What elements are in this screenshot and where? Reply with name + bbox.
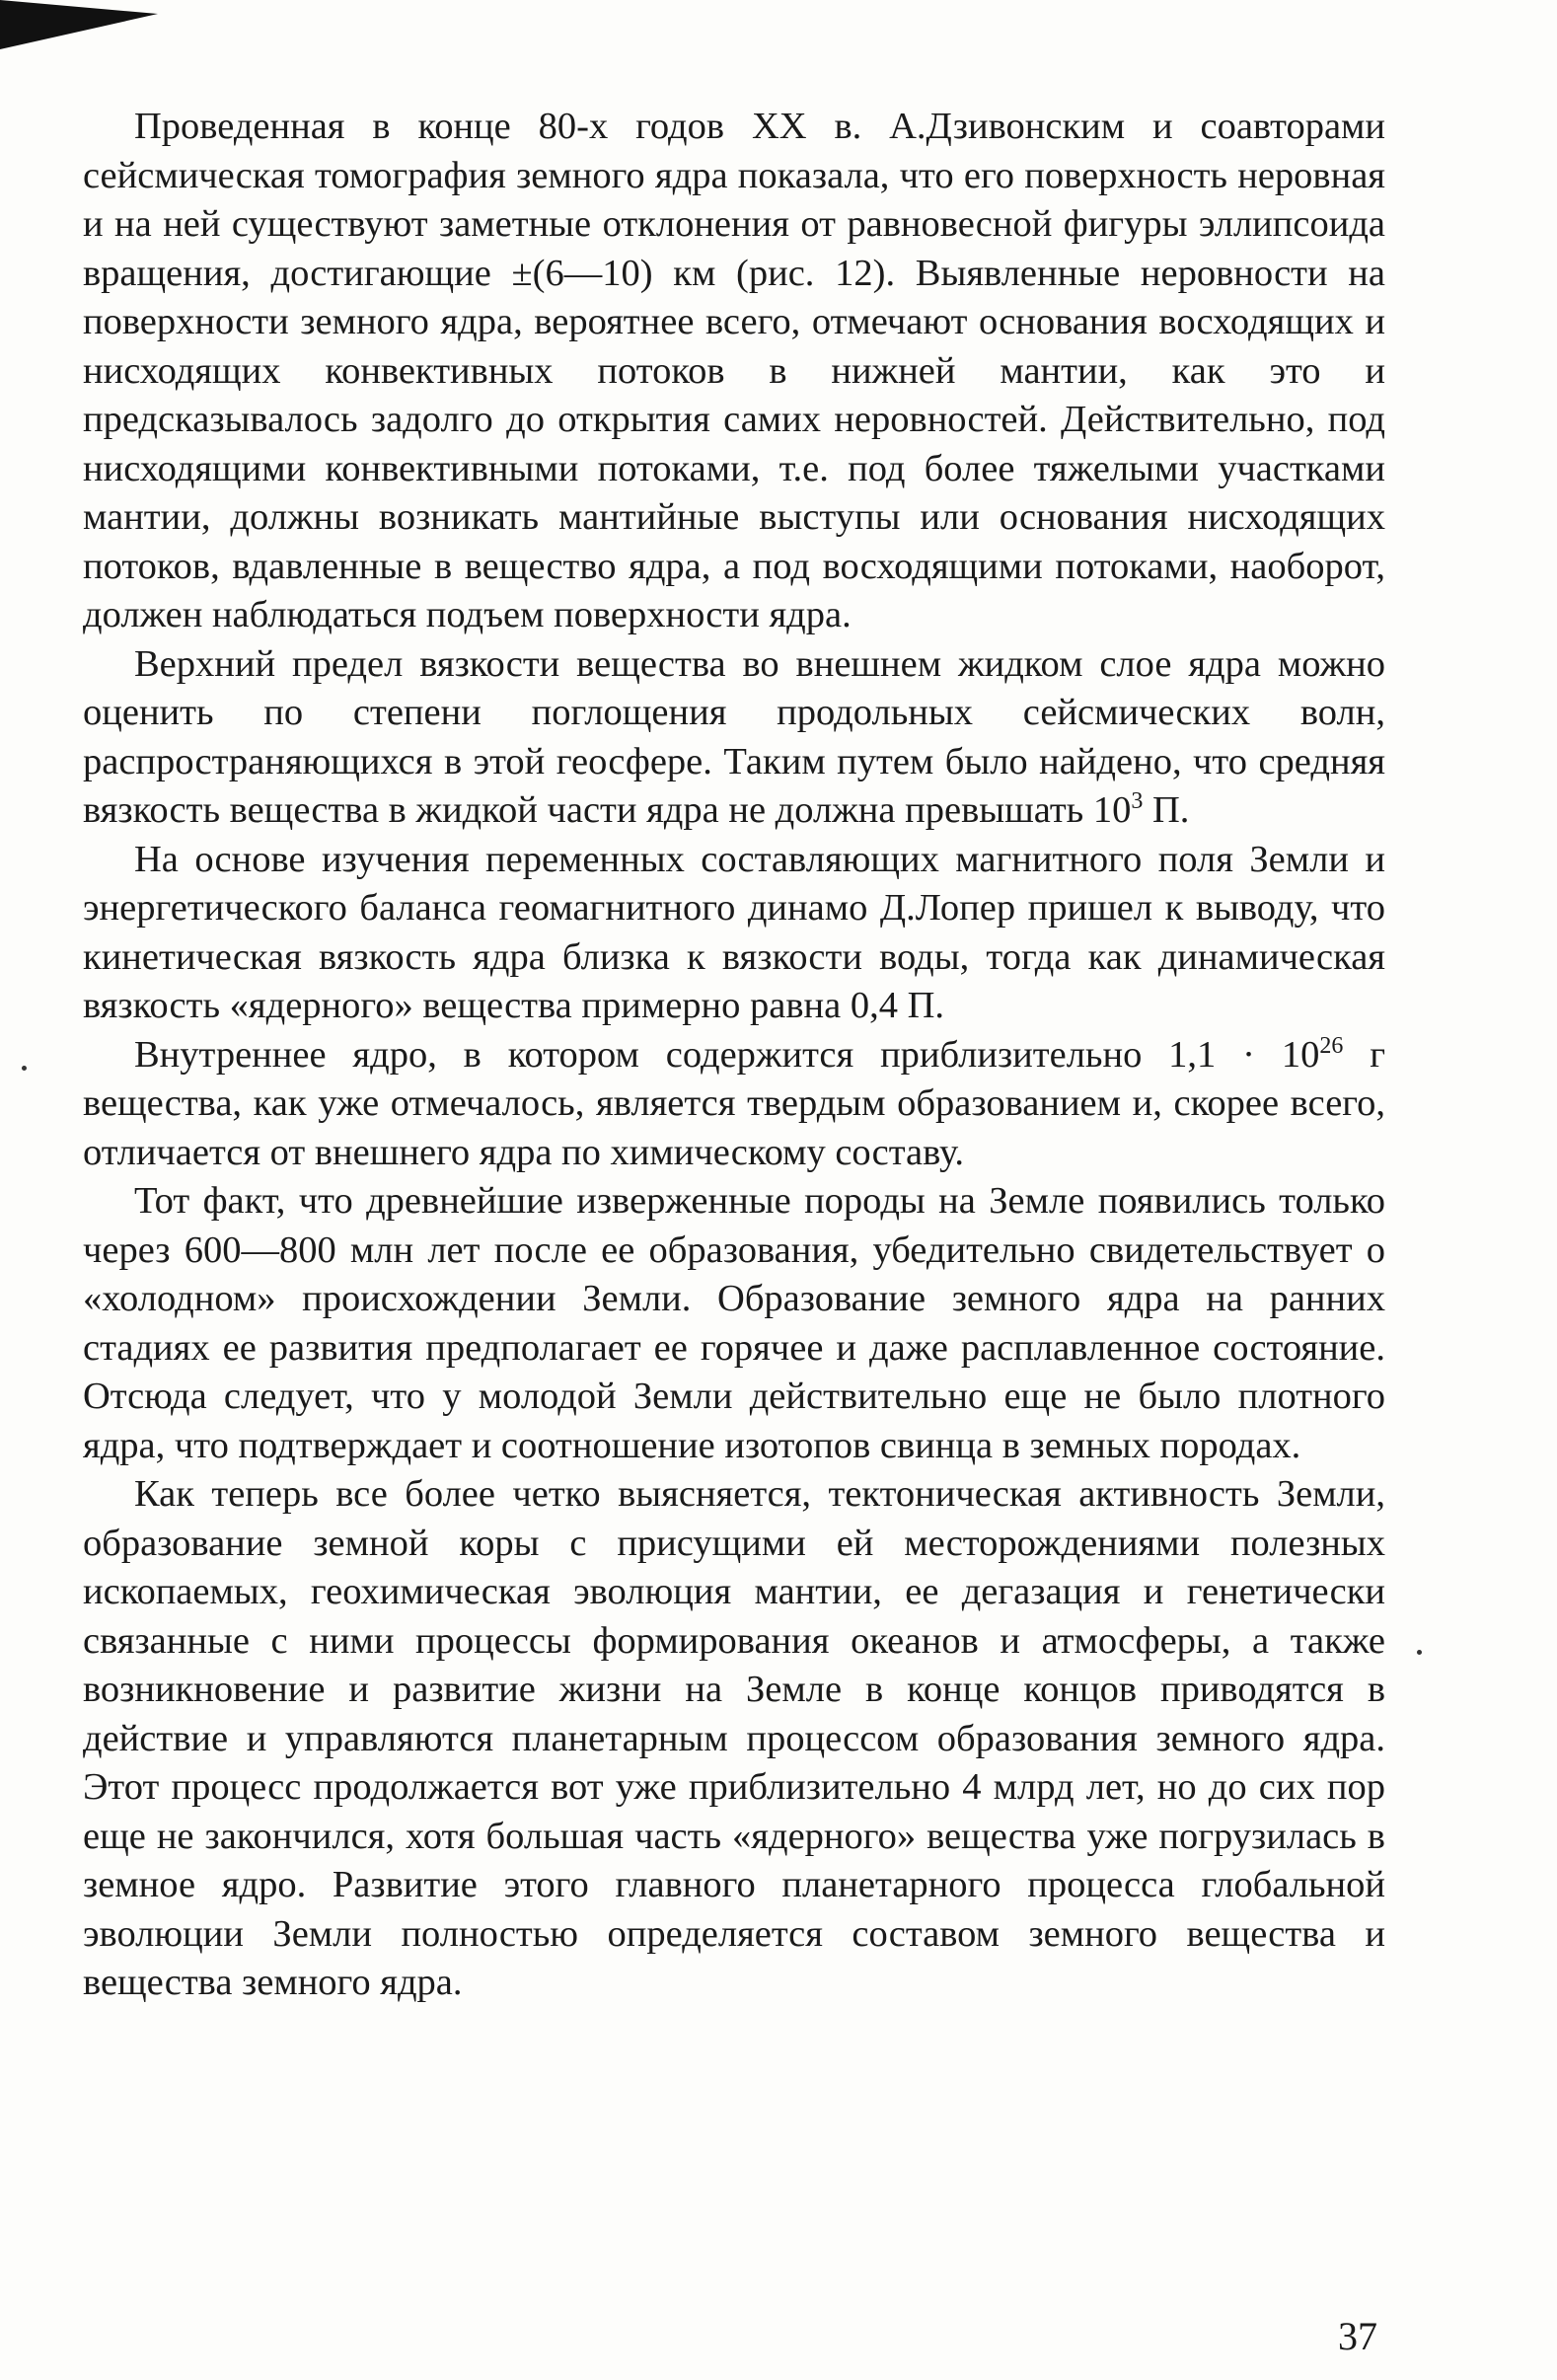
paragraph-2-text: Верхний предел вязкости вещества во внешнем жидком слое ядра можно оценить по степени поглощения продольных сейсмических волн, распространяющихся в этой геосфере. Таким путем было найдено, что средняя вязкость вещества в жидкой части ядра не должна превышать 10 — [83, 642, 1385, 831]
paragraph-4-text: Внутреннее ядро, в котором содержится приблизительно 1,1 · 10 — [134, 1033, 1320, 1076]
paragraph-2 — [83, 640, 1385, 836]
paragraph-3: На основе изучения переменных составляющих магнитного поля Земли и энергетического баланса геомагнитного динамо Д.Лопер пришел к выводу, что кинетическая вязкость ядра близка к вязкости воды, тогда как динамическая вязкость «ядерного» вещества примерно равна 0,4 П. — [83, 838, 1385, 1026]
scan-edge-mark — [0, 0, 158, 49]
paragraph-4-text-end: г вещества, как уже отмечалось, является твердым образованием и, скорее всего, отличается от внешнего ядра по химическому составу. — [83, 1033, 1385, 1173]
paragraph-2-text-end: П. — [1143, 789, 1190, 831]
paragraph-5: Тот факт, что древнейшие изверженные породы на Земле появились только через 600—800 млн лет после ее образования, убедительно свидетельствует о «холодном» происхождении Земли. Образование земного ядра на ранних стадиях ее развития предполагает ее горячее и даже расплавленное состояние. Отсюда следует, что у молодой Земли действительно еще не было плотного ядра, что подтверждает и соотношение изотопов свинца в земных породах. — [83, 1180, 1385, 1466]
scan-speck — [1417, 1650, 1422, 1655]
paragraph-4 — [83, 1031, 1385, 1178]
paragraph-6: Как теперь все более четко выясняется, тектоническая активность Земли, образование земной коры с присущими ей месторождениями полезных ископаемых, геохимическая эволюция мантии, ее дегазация и генетически связанные с ними процессы формирования океанов и атмосферы, а также возникновение и развитие жизни на Земле в конце концов приводятся в действие и управляются планетарным процессом образования земного ядра. Этот процесс продолжается вот уже приблизительно 4 млрд лет, но до сих пор еще не закончился, хотя большая часть «ядерного» вещества уже погрузилась в земное ядро. Развитие этого главного планетарного процесса глобальной эволюции Земли полностью определяется составом земного вещества и вещества земного ядра. — [83, 1473, 1385, 2003]
paragraph-1: Проведенная в конце 80-х годов XX в. А.Дзивонским и соавторами сейсмическая томография земного ядра показала, что его поверхность неровная и на ней существуют заметные отклонения от равновесной фигуры эллипсоида вращения, достигающие ±(6—10) км (рис. 12). Выявленные неровности на поверхности земного ядра, вероятнее всего, отмечают основания восходящих и нисходящих конвективных потоков в нижней мантии, как это и предсказывалось задолго до открытия самих неровностей. Действительно, под нисходящими конвективными потоками, т.е. под более тяжелыми участками мантии, должны возникать мантийные выступы или основания нисходящих потоков, вдавленные в вещество ядра, а под восходящими потоками, наоборот, должен наблюдаться подъем поверхности ядра. — [83, 106, 1385, 635]
exponent: 3 — [1131, 788, 1144, 814]
page-number: 37 — [1338, 2314, 1377, 2358]
body-text — [83, 103, 1385, 2008]
scan-speck — [22, 1066, 27, 1071]
exponent: 26 — [1319, 1032, 1344, 1059]
